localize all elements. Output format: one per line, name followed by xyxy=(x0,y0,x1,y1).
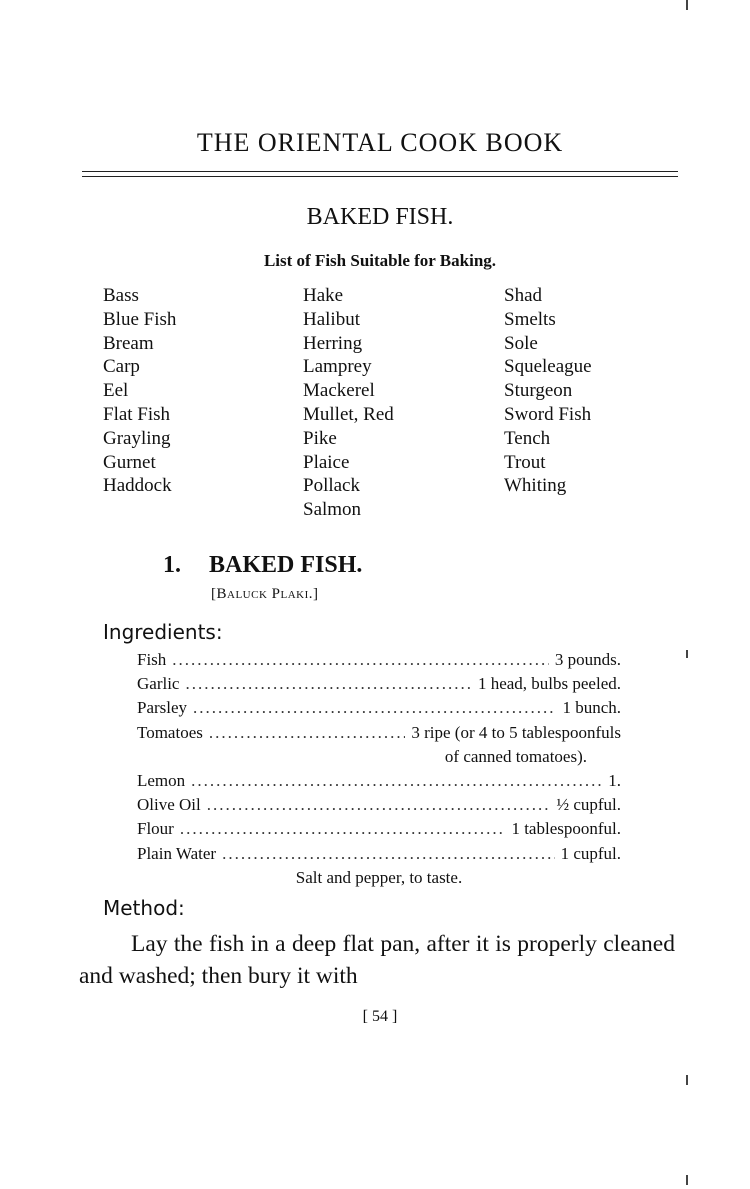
ingredient-row xyxy=(137,723,621,747)
fish-list-column-2 xyxy=(303,284,394,522)
ingredient-name: Tomatoes xyxy=(137,722,203,742)
fish-item: Pollack xyxy=(303,475,360,497)
ingredient-row xyxy=(137,674,621,698)
fish-item: Sword Fish xyxy=(504,403,592,425)
fish-item: Bream xyxy=(103,332,154,354)
fish-list-heading: List of Fish Suitable for Baking. xyxy=(263,251,497,270)
ingredient-amount: 1 bunch. xyxy=(562,698,621,718)
ingredient-name: Flour xyxy=(137,819,174,839)
running-head: THE ORIENTAL COOK BOOK xyxy=(196,128,564,157)
fish-list-column-1 xyxy=(103,284,176,498)
ingredient-name: Olive Oil xyxy=(137,795,201,815)
ingredient-name: Plain Water xyxy=(137,843,217,863)
fish-item: Halibut xyxy=(303,308,360,330)
fish-item: Sturgeon xyxy=(504,380,573,402)
fish-item: Hake xyxy=(303,285,344,306)
fish-item: Herring xyxy=(303,332,363,354)
ingredient-continuation: of canned tomatoes). xyxy=(444,746,587,766)
scan-edge-mark xyxy=(686,1075,688,1085)
ingredient-row xyxy=(137,844,621,868)
ingredient-list xyxy=(137,650,621,892)
ingredient-row xyxy=(137,650,621,674)
leader-dots xyxy=(193,698,556,718)
fish-item: Whiting xyxy=(504,475,567,497)
fish-item: Flat Fish xyxy=(103,403,171,425)
recipe-title xyxy=(163,552,362,579)
leader-dots xyxy=(185,674,471,694)
fish-item: Squeleague xyxy=(504,356,592,378)
fish-item: Mackerel xyxy=(303,380,375,402)
fish-item: Eel xyxy=(103,380,129,402)
ingredient-row xyxy=(137,819,621,843)
ingredient-amount: 3 pounds. xyxy=(554,650,621,669)
ingredient-amount: 3 ripe (or 4 to 5 tablespoonfuls xyxy=(411,722,621,742)
ingredient-amount: 1 cupful. xyxy=(560,843,621,863)
ingredient-row xyxy=(137,771,621,795)
seasoning-note: Salt and pepper, to taste. xyxy=(295,867,463,887)
fish-item: Haddock xyxy=(103,475,172,497)
ingredient-amount: 1 tablespoonful. xyxy=(511,819,621,839)
fish-item: Lamprey xyxy=(303,356,372,378)
method-label: Method: xyxy=(103,896,185,920)
ingredient-name: Parsley xyxy=(137,698,188,718)
page-number: [ 54 ] xyxy=(362,1008,398,1025)
leader-dots xyxy=(180,819,506,839)
fish-item: Shad xyxy=(504,285,542,306)
leader-dots xyxy=(222,844,555,864)
fish-item: Pike xyxy=(303,427,337,449)
fish-item: Gurnet xyxy=(103,451,156,473)
fish-list-column-3 xyxy=(504,284,592,498)
ingredient-name: Garlic xyxy=(137,674,180,694)
fish-item: Grayling xyxy=(103,427,171,449)
recipe-name: BAKED FISH. xyxy=(209,552,363,578)
header-rule-bottom xyxy=(82,176,678,177)
leader-dots xyxy=(172,650,549,670)
leader-dots xyxy=(209,723,406,743)
fish-item: Salmon xyxy=(303,499,362,521)
fish-item: Mullet, Red xyxy=(303,403,394,425)
fish-item: Plaice xyxy=(303,451,350,473)
recipe-number: 1. xyxy=(163,552,181,578)
method-text: Lay the fish in a deep flat pan, after it is properly cleaned and washed; then bury it with xyxy=(79,931,675,989)
fish-item: Tench xyxy=(504,427,551,449)
ingredient-row xyxy=(137,795,621,819)
ingredient-amount: 1. xyxy=(608,770,621,790)
scan-edge-mark xyxy=(686,0,688,10)
leader-dots xyxy=(207,795,551,815)
scan-edge-mark xyxy=(686,1175,688,1185)
ingredient-row xyxy=(137,698,621,722)
leader-dots xyxy=(191,771,602,791)
section-title: BAKED FISH. xyxy=(306,204,454,230)
ingredient-amount: 1 head, bulbs peeled. xyxy=(477,674,621,694)
fish-item: Bass xyxy=(103,285,139,306)
fish-item: Blue Fish xyxy=(103,308,177,330)
recipe-subtitle: [Baluck Plaki.] xyxy=(211,586,319,602)
ingredient-name: Lemon xyxy=(137,770,186,790)
header-rule-top xyxy=(82,171,678,172)
fish-item: Smelts xyxy=(504,308,556,330)
scan-edge-mark xyxy=(686,650,688,658)
ingredient-name: Fish xyxy=(137,650,167,669)
fish-item: Carp xyxy=(103,356,140,378)
ingredients-label: Ingredients: xyxy=(103,620,223,644)
ingredient-amount: ½ cupful. xyxy=(556,795,621,815)
fish-item: Trout xyxy=(504,451,546,473)
fish-item: Sole xyxy=(504,332,538,354)
